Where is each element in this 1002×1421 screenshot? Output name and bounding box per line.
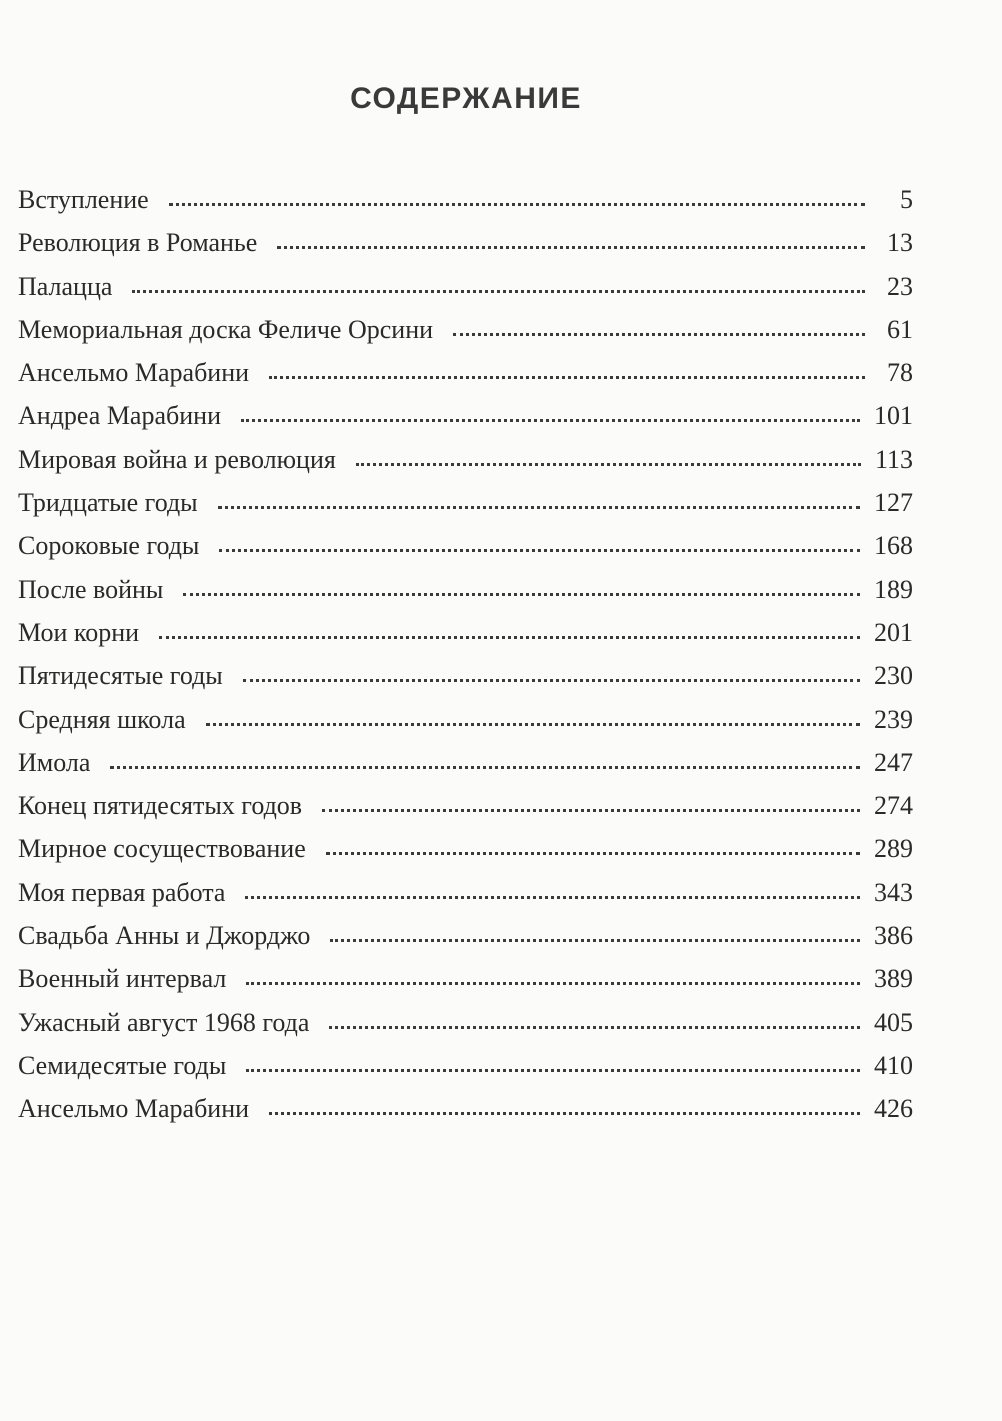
toc-entry (18, 481, 913, 524)
toc-entry (18, 1001, 913, 1044)
toc-entry-title: Мои корни (18, 617, 140, 647)
toc-entry (18, 784, 913, 827)
toc-entry (18, 1044, 913, 1087)
dot-leader (277, 246, 865, 249)
toc-entry (18, 221, 913, 264)
dot-leader (326, 852, 860, 855)
toc-entry (18, 741, 913, 784)
toc-entry-title: Революция в Романье (18, 228, 258, 258)
toc-entry (18, 351, 913, 394)
toc-entry-page-number: 78 (887, 358, 913, 388)
toc-list (18, 178, 913, 1131)
toc-entry-title: Конец пятидесятых годов (18, 791, 303, 821)
toc-entry-title: Тридцатые годы (18, 488, 198, 518)
toc-entry (18, 265, 913, 308)
dot-leader (322, 809, 860, 812)
dot-leader (330, 939, 860, 942)
dot-leader (356, 463, 861, 466)
toc-entry-page-number: 426 (874, 1094, 913, 1124)
toc-entry-title: Вступление (18, 185, 149, 214)
toc-entry (18, 438, 913, 481)
toc-entry (18, 568, 913, 611)
toc-entry-title: Сороковые годы (18, 531, 200, 561)
toc-entry-title: Военный интервал (18, 964, 227, 994)
toc-entry (18, 654, 913, 697)
toc-entry-page-number: 13 (887, 228, 913, 258)
toc-entry-title: Свадьба Анны и Джорджо (18, 921, 311, 951)
toc-entry (18, 871, 913, 914)
toc-entry-page-number: 113 (874, 444, 913, 474)
page-title: СОДЕРЖАНИЕ (350, 82, 582, 116)
toc-entry (18, 1087, 913, 1130)
toc-entry-title: Пятидесятые годы (18, 661, 223, 691)
toc-entry-page-number: 168 (874, 531, 913, 561)
toc-entry-page-number: 23 (887, 271, 913, 301)
dot-leader (246, 1069, 860, 1072)
toc-entry-title: Ужасный август 1968 года (18, 1007, 310, 1037)
dot-leader (169, 203, 865, 206)
toc-entry (18, 698, 913, 741)
toc-entry-title: Палацца (18, 271, 113, 301)
toc-entry-title: Мирное сосуществование (18, 834, 306, 864)
toc-entry-title: Семидесятые годы (18, 1050, 227, 1080)
dot-leader (132, 290, 865, 293)
dot-leader (218, 506, 860, 509)
toc-entry-page-number: 127 (874, 488, 913, 518)
toc-entry-page-number: 405 (874, 1007, 913, 1037)
toc-entry-page-number: 101 (874, 401, 913, 431)
dot-leader (269, 376, 865, 379)
dot-leader (219, 549, 860, 552)
dot-leader (329, 1026, 860, 1029)
toc-entry-title: Имола (18, 747, 91, 777)
dot-leader (183, 593, 860, 596)
toc-entry-page-number: 386 (874, 921, 913, 951)
dot-leader (206, 723, 860, 726)
dot-leader (241, 419, 860, 422)
dot-leader (453, 333, 865, 336)
toc-entry-title: После войны (18, 574, 164, 604)
toc-entry-page-number: 61 (887, 314, 913, 344)
toc-entry-page-number: 274 (874, 791, 913, 821)
dot-leader (269, 1112, 860, 1115)
toc-entry-title: Ансельмо Марабини (18, 358, 250, 388)
toc-entry-page-number: 247 (874, 747, 913, 777)
toc-entry-title: Средняя школа (18, 704, 186, 734)
toc-entry-page-number: 189 (874, 574, 913, 604)
dot-leader (246, 982, 860, 985)
toc-entry (18, 957, 913, 1000)
toc-entry (18, 308, 913, 351)
dot-leader (110, 766, 860, 769)
toc-entry (18, 611, 913, 654)
toc-entry-title: Моя первая работа (18, 877, 226, 907)
dot-leader (245, 896, 860, 899)
dot-leader (243, 679, 860, 682)
toc-entry-title: Андреа Марабини (18, 401, 221, 431)
toc-entry (18, 394, 913, 437)
toc-entry-page-number: 289 (874, 834, 913, 864)
toc-entry (18, 178, 913, 221)
toc-entry-title: Мемориальная доска Феличе Орсини (18, 314, 434, 344)
toc-entry (18, 524, 913, 567)
toc-entry-page-number: 389 (874, 964, 913, 994)
toc-entry-page-number: 230 (874, 661, 913, 691)
toc-entry-page-number: 5 (900, 185, 913, 214)
toc-entry-page-number: 410 (874, 1050, 913, 1080)
dot-leader (159, 636, 860, 639)
toc-entry-title: Ансельмо Марабини (18, 1094, 250, 1124)
toc-entry (18, 827, 913, 870)
toc-entry-page-number: 201 (874, 617, 913, 647)
toc-entry (18, 914, 913, 957)
toc-entry-page-number: 343 (874, 877, 913, 907)
toc-entry-page-number: 239 (874, 704, 913, 734)
toc-entry-title: Мировая война и революция (18, 444, 336, 474)
